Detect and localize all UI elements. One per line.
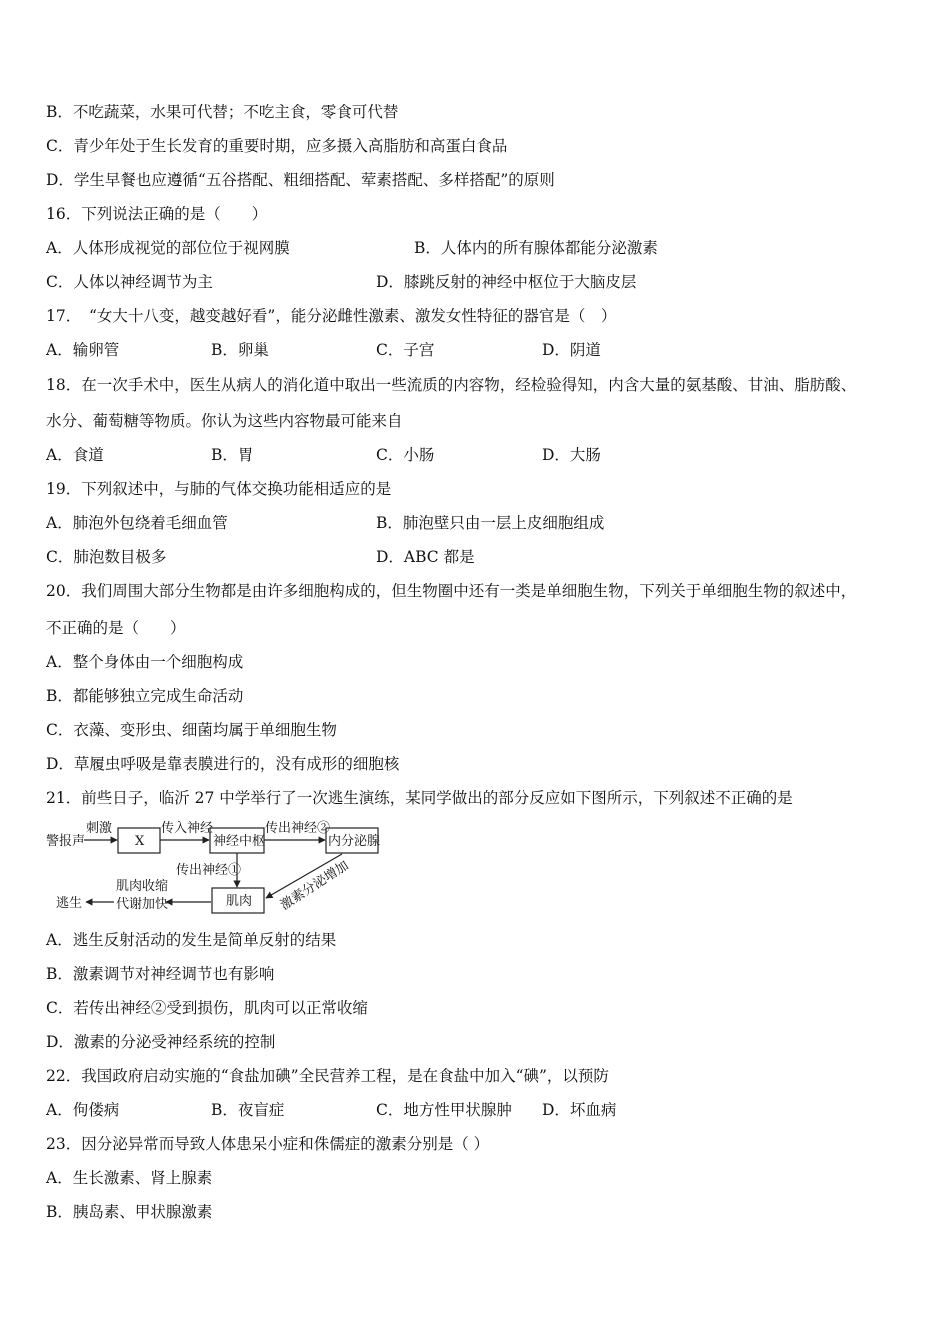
q18-option-c: C．小肠: [376, 446, 435, 464]
q21-option-c: C．若传出神经②受到损伤，肌肉可以正常收缩: [46, 999, 368, 1017]
label-x: X: [135, 834, 145, 849]
label-center: 神经中枢: [213, 834, 266, 849]
reflex-diagram: [44, 818, 384, 918]
q20-stem-line1: 20．我们周围大部分生物都是由许多细胞构成的，但生物圈中还有一类是单细胞生物，下列关于单细胞生物的叙述中，: [46, 582, 857, 600]
q15-option-b: B．不吃蔬菜，水果可代替；不吃主食，零食可代替: [46, 103, 399, 121]
q21-option-a: A．逃生反射活动的发生是简单反射的结果: [46, 931, 337, 949]
q16-stem: 16．下列说法正确的是（ ）: [46, 205, 268, 223]
label-gland: 内分泌腺: [328, 834, 381, 849]
q17-option-b: B．卵巢: [211, 341, 269, 359]
q23-option-b: B．胰岛素、甲状腺激素: [46, 1203, 213, 1221]
q19-option-a: A．肺泡外包绕着毛细血管: [46, 514, 228, 532]
label-hormone: 激素分泌增加: [278, 858, 352, 914]
q21-option-d: D．激素的分泌受神经系统的控制: [46, 1033, 276, 1051]
q22-option-b: B．夜盲症: [211, 1101, 285, 1119]
q15-option-c: C．青少年处于生长发育的重要时期，应多摄入高脂肪和高蛋白食品: [46, 137, 508, 155]
q18-option-a: A．食道: [46, 446, 104, 464]
q19-option-b: B．肺泡壁只由一层上皮细胞组成: [376, 514, 605, 532]
q22-option-c: C．地方性甲状腺肿: [376, 1101, 512, 1119]
q20-option-a: A．整个身体由一个细胞构成: [46, 653, 244, 671]
q16-option-d: D．膝跳反射的神经中枢位于大脑皮层: [376, 273, 637, 291]
q17-option-c: C．子宫: [376, 341, 435, 359]
q15-option-d: D．学生早餐也应遵循“五谷搭配、粗细搭配、荤素搭配、多样搭配”的原则: [46, 171, 555, 189]
q20-stem-line2: 不正确的是（ ）: [46, 619, 186, 637]
q22-stem: 22．我国政府启动实施的“食盐加碘”全民营养工程，是在食盐中加入“碘”，以预防: [46, 1067, 609, 1085]
q21-option-b: B．激素调节对神经调节也有影响: [46, 965, 275, 983]
q21-stem: 21．前些日子，临沂 27 中学举行了一次逃生演练，某同学做出的部分反应如下图所示，下列叙述不正确的是: [46, 789, 793, 807]
q23-option-a: A．生长激素、肾上腺素: [46, 1169, 213, 1187]
q19-option-d: D．ABC 都是: [376, 548, 475, 566]
q17-option-d: D．阴道: [542, 341, 601, 359]
q17-option-a: A．输卵管: [46, 341, 120, 359]
q22-option-a: A．佝偻病: [46, 1101, 120, 1119]
q16-option-a: A．人体形成视觉的部位位于视网膜: [46, 239, 290, 257]
q19-option-c: C．肺泡数目极多: [46, 548, 167, 566]
q22-option-d: D．坏血病: [542, 1101, 617, 1119]
q23-stem: 23．因分泌异常而导致人体患呆小症和侏儒症的激素分别是（ ）: [46, 1135, 490, 1153]
label-muscle: 肌肉: [226, 894, 253, 909]
label-alarm: 警报声: [46, 834, 86, 849]
q18-option-b: B．胃: [211, 446, 254, 464]
q20-option-d: D．草履虫呼吸是靠表膜进行的，没有成形的细胞核: [46, 755, 400, 773]
q20-option-b: B．都能够独立完成生命活动: [46, 687, 244, 705]
q16-option-c: C．人体以神经调节为主: [46, 273, 213, 291]
q18-stem-line1: 18．在一次手术中，医生从病人的消化道中取出一些流质的内容物，经检验得知，内含大量的氨基酸、甘油、脂肪酸、: [46, 376, 857, 394]
label-contract1: 肌肉收缩: [116, 879, 169, 894]
label-contract2: 代谢加快: [116, 897, 169, 912]
q17-stem: 17． “女大十八变，越变越好看”，能分泌雌性激素、激发女性特征的器官是（ ）: [46, 307, 617, 325]
label-efferent1: 传出神经①: [176, 863, 242, 878]
q18-option-d: D．大肠: [542, 446, 601, 464]
label-afferent: 传入神经: [161, 821, 214, 836]
q20-option-c: C．衣藻、变形虫、细菌均属于单细胞生物: [46, 721, 337, 739]
label-efferent2: 传出神经②: [265, 821, 331, 836]
label-stimulus: 刺激: [86, 821, 113, 836]
q16-option-b: B．人体内的所有腺体都能分泌激素: [414, 239, 658, 257]
label-escape: 逃生: [56, 896, 83, 911]
q19-stem: 19．下列叙述中，与肺的气体交换功能相适应的是: [46, 480, 392, 498]
q18-stem-line2: 水分、葡萄糖等物质。你认为这些内容物最可能来自: [46, 412, 403, 430]
